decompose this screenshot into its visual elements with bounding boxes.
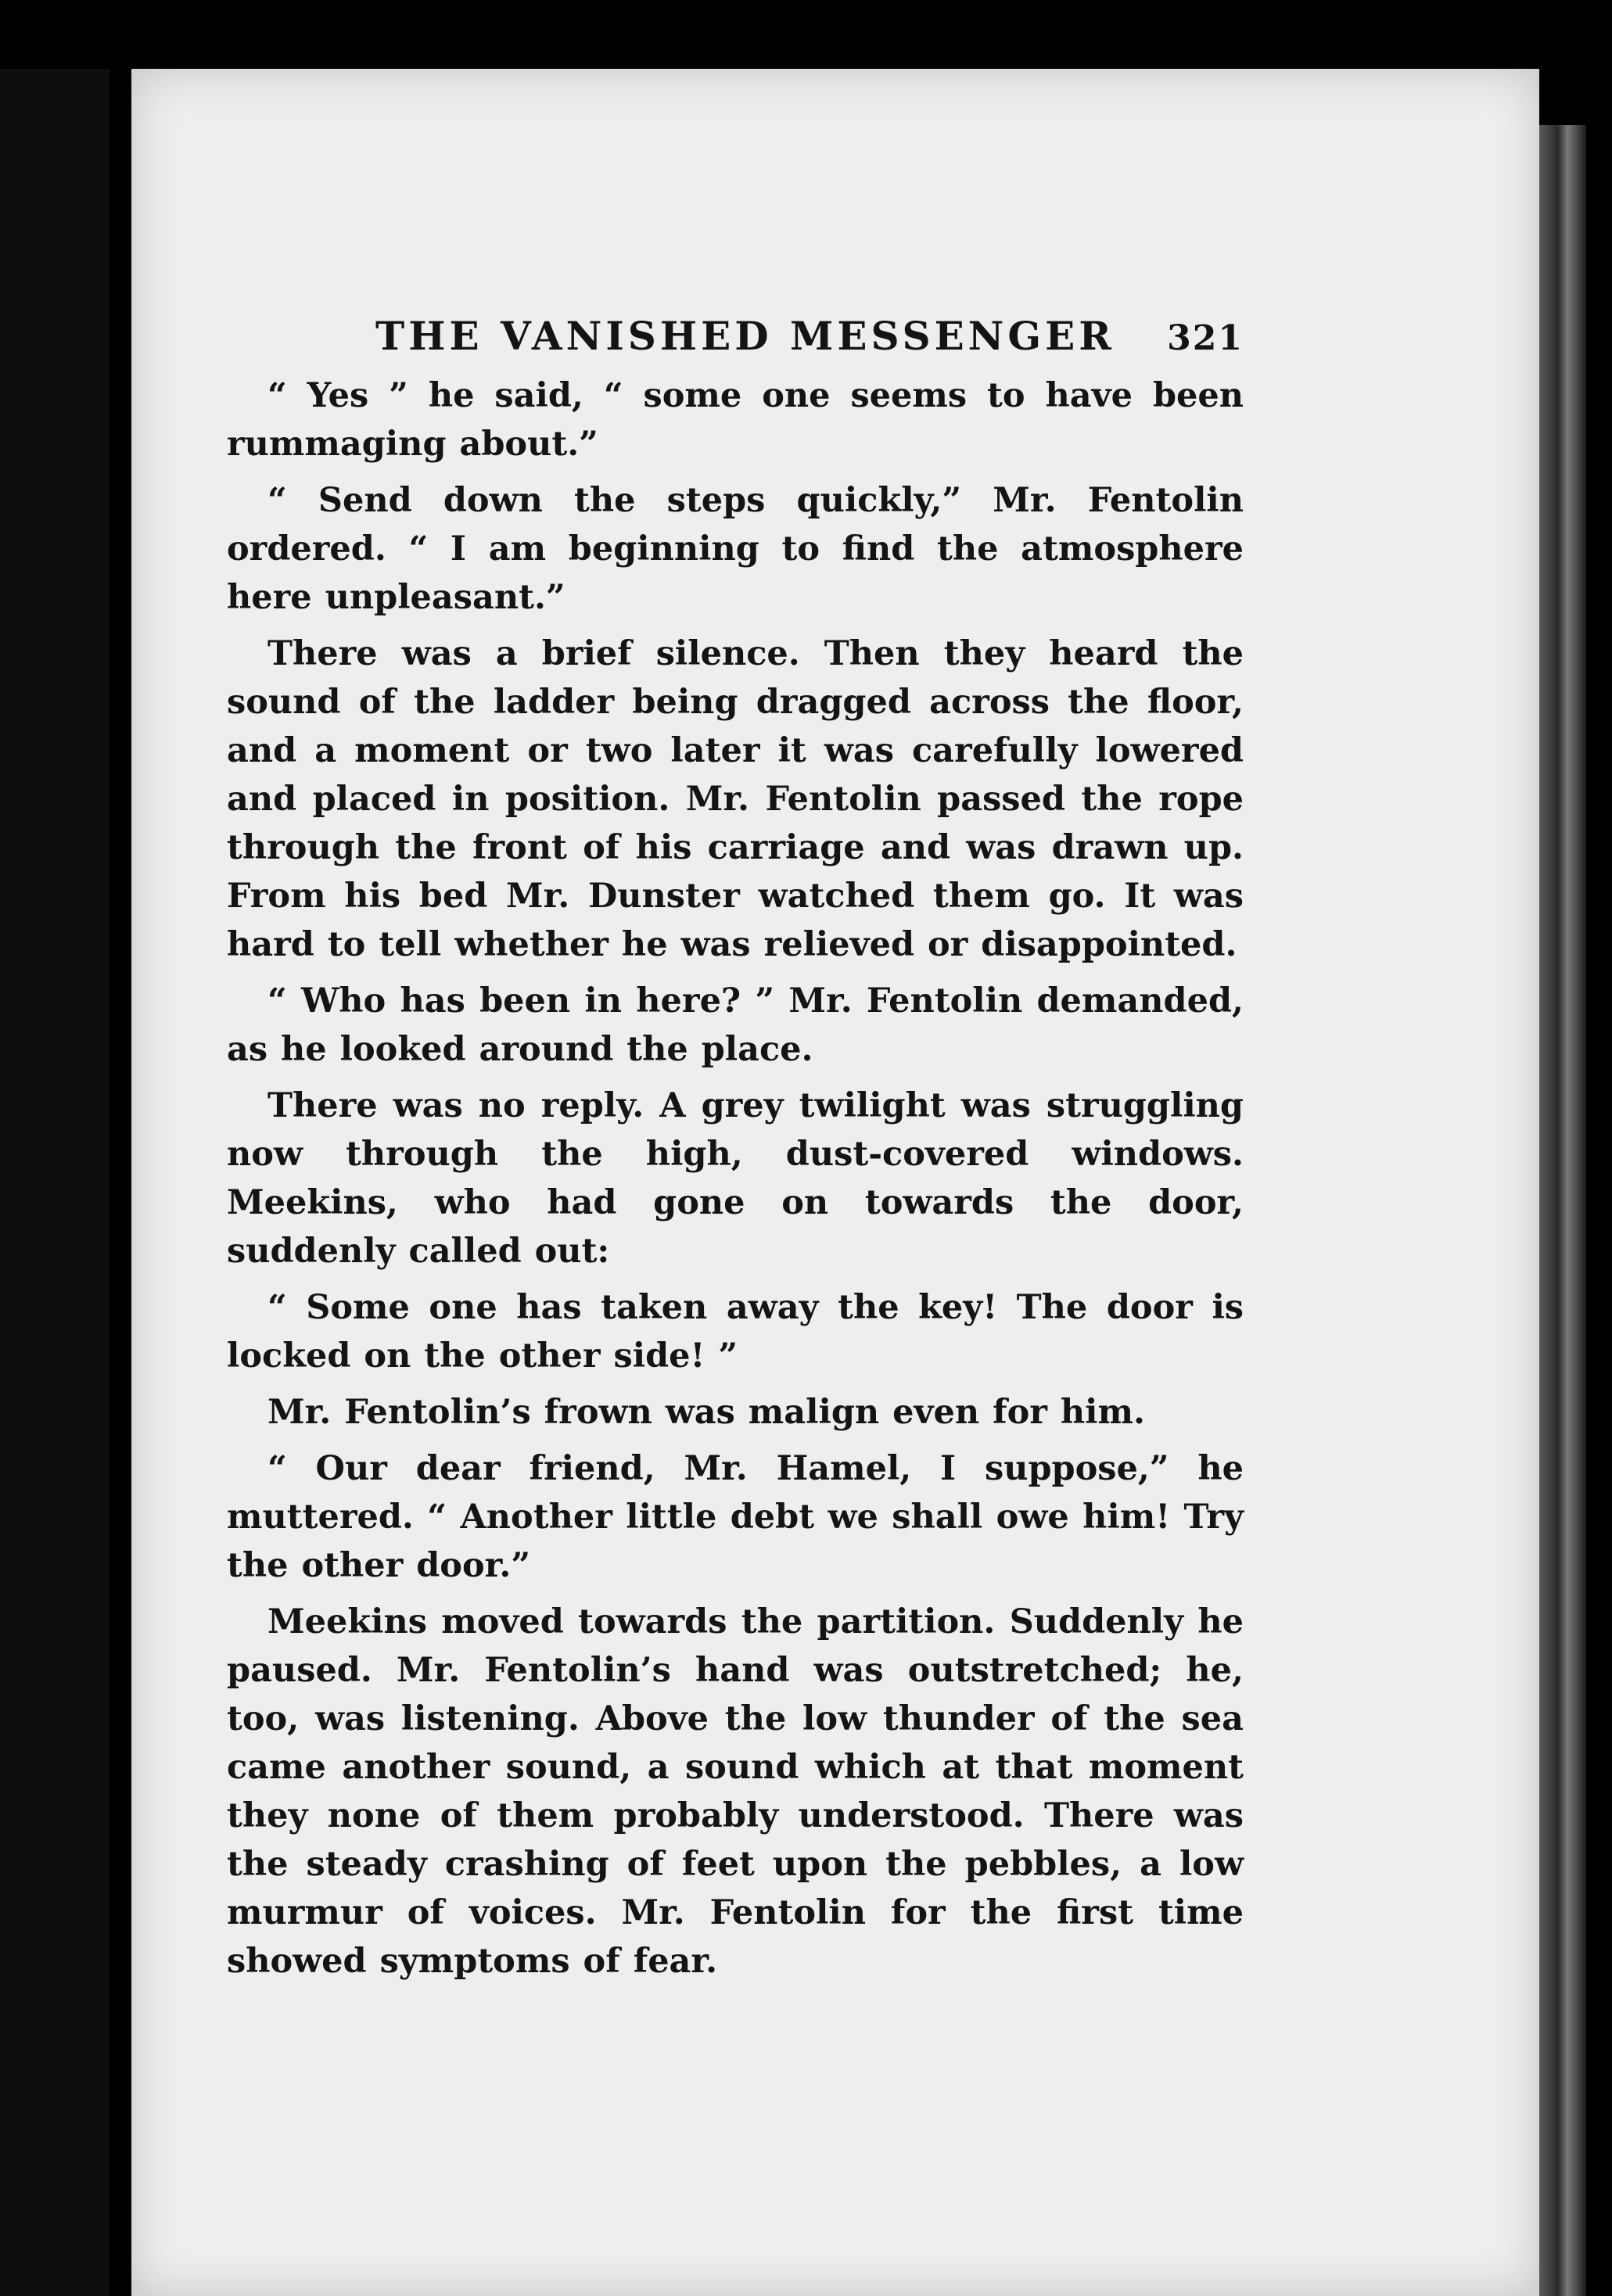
- text-block: [227, 313, 1244, 1993]
- running-title: THE VANISHED MESSENGER: [375, 313, 1115, 359]
- page-number: 321: [1167, 318, 1244, 358]
- running-head: [227, 313, 1244, 359]
- page-edge: [1539, 125, 1586, 2296]
- paragraph: Mr. Fentolin’s frown was malign even for him.: [267, 1393, 1145, 1432]
- paragraph: “ Send down the steps quickly,” Mr. Fentolin ordered. “ I am beginning to find the atmosphere here unpleasant.”: [227, 481, 1244, 617]
- paragraph: “ Yes ” he said, “ some one seems to have been rummaging about.”: [227, 376, 1244, 464]
- paragraph: “ Our dear friend, Mr. Hamel, I suppose,” he muttered. “ Another little debt we shall owe him! Try the other door.”: [227, 1449, 1244, 1585]
- paragraph: There was a brief silence. Then they heard the sound of the ladder being dragged across the floor, and a moment or two later it was carefully lowered and placed in position. Mr. Fentolin passed the rope through the front of his carriage and was drawn up. From his bed Mr. Dunster watched them go. It was hard to tell whether he was relieved or disappointed.: [227, 634, 1244, 964]
- paragraph: There was no reply. A grey twilight was struggling now through the high, dust-covered windows. Meekins, who had gone on towards the door, suddenly called out:: [227, 1086, 1244, 1271]
- paragraph: “ Who has been in here? ” Mr. Fentolin demanded, as he looked around the place.: [227, 981, 1244, 1069]
- paragraph: Meekins moved towards the partition. Suddenly he paused. Mr. Fentolin’s hand was outstretched; he, too, was listening. Above the low thunder of the sea came another sound, a sound which at that moment they none of them probably understood. There was the steady crashing of feet upon the pebbles, a low murmur of voices. Mr. Fentolin for the first time showed symptoms of fear.: [227, 1602, 1244, 1981]
- paragraph: “ Some one has taken away the key! The door is locked on the other side! ”: [227, 1288, 1244, 1376]
- facing-page-margin: [0, 69, 110, 2296]
